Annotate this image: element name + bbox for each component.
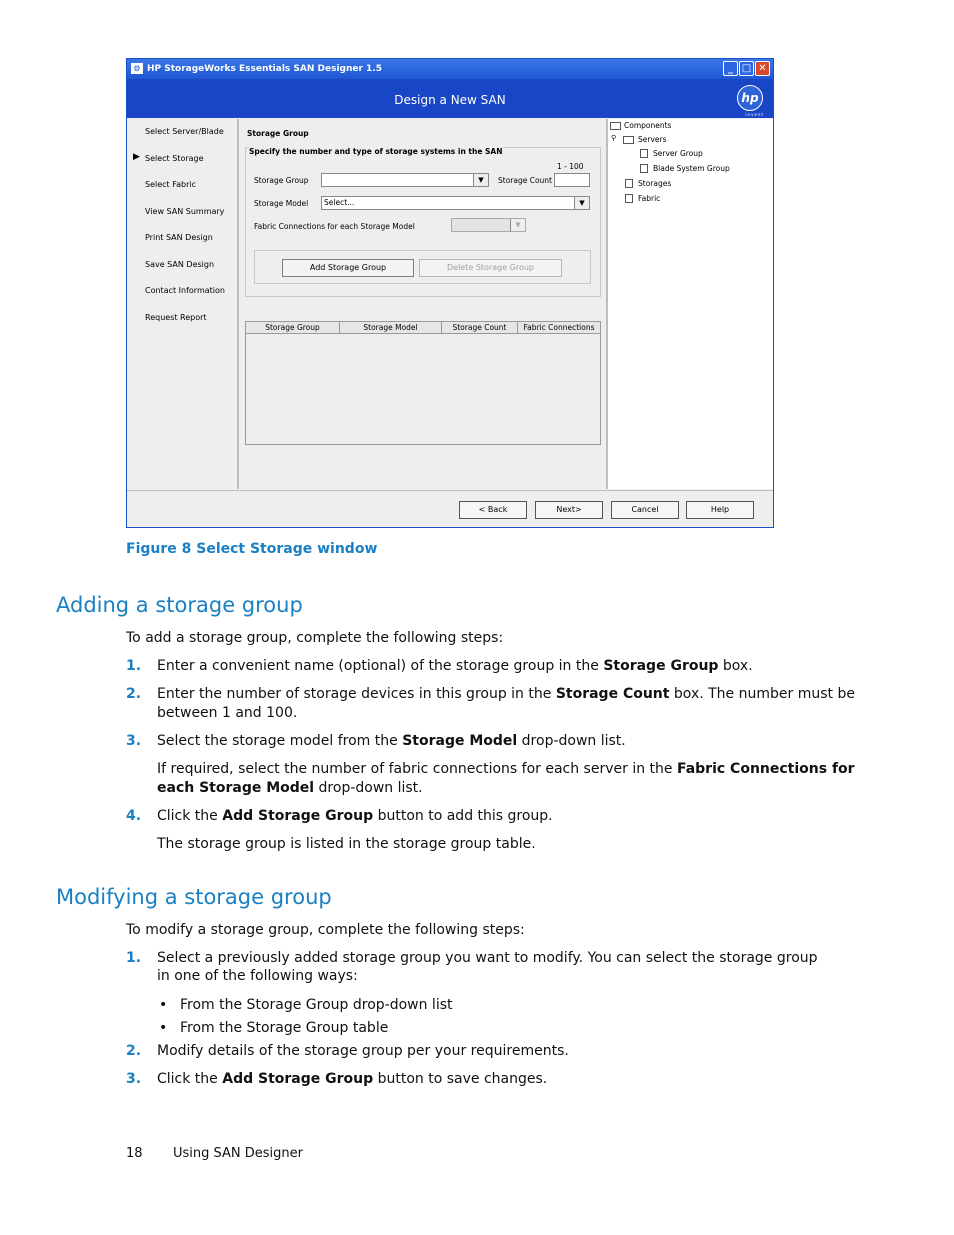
column-header-fabric-connections[interactable]: Fabric Connections: [518, 322, 600, 334]
mod-step2-text: Modify details of the storage group per your requirements.: [157, 1043, 569, 1059]
storage-group-table[interactable]: [245, 321, 601, 445]
app-window: [126, 58, 774, 528]
app-icon: ⚙: [131, 63, 143, 74]
tree-root-components[interactable]: Components: [624, 121, 672, 130]
nav-item-request-report[interactable]: Request Report: [145, 313, 207, 322]
next-button[interactable]: Next>: [535, 501, 603, 519]
back-button[interactable]: < Back: [459, 501, 527, 519]
tree-node-fabric[interactable]: Fabric: [638, 194, 661, 203]
storage-count-input[interactable]: [554, 173, 590, 187]
footer-section-title: Using SAN Designer: [173, 1146, 303, 1161]
column-header-storage-count[interactable]: Storage Count: [442, 322, 518, 334]
bullet-item: From the Storage Group drop-down list: [180, 997, 453, 1013]
nav-item-select-server[interactable]: Select Server/Blade: [145, 127, 224, 136]
fabric-connections-select[interactable]: [451, 218, 526, 232]
nav-item-contact-info[interactable]: Contact Information: [145, 286, 225, 295]
hp-logo-tagline: invent: [745, 112, 764, 117]
nav-item-save-design[interactable]: Save SAN Design: [145, 260, 215, 269]
step-number: 2.: [126, 1043, 142, 1059]
document-icon: [640, 164, 648, 173]
chevron-down-icon[interactable]: ▼: [510, 219, 525, 231]
nav-item-print-design[interactable]: Print SAN Design: [145, 233, 213, 242]
page-number: 18: [126, 1146, 143, 1161]
tree-node-server-group[interactable]: Server Group: [653, 149, 703, 158]
step-number: 3.: [126, 1071, 142, 1087]
step-number: 3.: [126, 733, 142, 749]
step1-text: Enter a convenient name (optional) of the storage group in the Storage Group box.: [157, 658, 753, 674]
mod-step1-text: Select a previously added storage group you want to modify. You can select the storage group: [157, 950, 818, 966]
section-heading-modifying: Modifying a storage group: [56, 885, 332, 909]
hp-logo: hp: [737, 85, 763, 111]
column-header-storage-model[interactable]: Storage Model: [340, 322, 442, 334]
storage-model-select[interactable]: [321, 196, 590, 210]
tree-node-storages[interactable]: Storages: [638, 179, 672, 188]
mod-step1-text-line2: in one of the following ways:: [157, 968, 358, 984]
step3-note-line2: each Storage Model drop-down list.: [157, 780, 423, 796]
current-step-arrow-icon: ▶: [133, 152, 140, 162]
storage-group-combo[interactable]: [321, 173, 489, 187]
chevron-down-icon[interactable]: ▼: [473, 174, 488, 186]
document-icon: [625, 179, 633, 188]
bullet-item: From the Storage Group table: [180, 1020, 389, 1036]
fabric-connections-label: Fabric Connections for each Storage Model: [254, 222, 415, 231]
step-number: 4.: [126, 808, 142, 824]
step2-text-line2: between 1 and 100.: [157, 705, 298, 721]
tree-node-blade-group[interactable]: Blade System Group: [653, 164, 730, 173]
section1-intro: To add a storage group, complete the following steps:: [126, 630, 504, 646]
panel-title: Storage Group: [247, 129, 309, 138]
storage-panel: [239, 119, 608, 489]
step-number: 1.: [126, 658, 142, 674]
folder-icon: [610, 122, 621, 130]
wizard-nav: [129, 119, 239, 489]
step3-text: Select the storage model from the Storage Model drop-down list.: [157, 733, 626, 749]
storage-model-value: Select...: [324, 198, 355, 207]
step4-note: The storage group is listed in the storage group table.: [157, 836, 536, 852]
delete-storage-group-button[interactable]: Delete Storage Group: [419, 259, 562, 277]
add-storage-group-button[interactable]: Add Storage Group: [282, 259, 414, 277]
nav-item-select-storage[interactable]: Select Storage: [145, 154, 204, 163]
figure-caption: Figure 8 Select Storage window: [126, 541, 378, 557]
step-number: 1.: [126, 950, 142, 966]
wizard-header: [127, 79, 773, 118]
components-tree: [608, 119, 773, 489]
step3-note: If required, select the number of fabric connections for each server in the Fabric Connections for: [157, 761, 855, 777]
section-heading-adding: Adding a storage group: [56, 593, 303, 617]
section2-intro: To modify a storage group, complete the following steps:: [126, 922, 525, 938]
storage-count-label: Storage Count: [498, 176, 553, 185]
help-button[interactable]: Help: [686, 501, 754, 519]
window-titlebar: [127, 59, 773, 79]
mod-step3-text: Click the Add Storage Group button to save changes.: [157, 1071, 548, 1087]
range-hint: 1 - 100: [557, 162, 584, 171]
bullet-icon: •: [159, 997, 168, 1013]
nav-item-select-fabric[interactable]: Select Fabric: [145, 180, 196, 189]
tree-node-servers[interactable]: Servers: [638, 135, 667, 144]
step4-text: Click the Add Storage Group button to add this group.: [157, 808, 553, 824]
cancel-button[interactable]: Cancel: [611, 501, 679, 519]
wizard-button-bar: [127, 490, 773, 528]
fieldset-legend: Specify the number and type of storage systems in the SAN: [249, 147, 503, 156]
step2-text: Enter the number of storage devices in this group in the Storage Count box. The number must be: [157, 686, 855, 702]
tree-expand-icon[interactable]: ⚲: [611, 134, 617, 142]
document-icon: [625, 194, 633, 203]
minimize-icon[interactable]: _: [723, 61, 738, 76]
folder-icon: [623, 136, 634, 144]
maximize-icon[interactable]: □: [739, 61, 754, 76]
close-icon[interactable]: ✕: [755, 61, 770, 76]
window-title: HP StorageWorks Essentials SAN Designer 1.5: [147, 64, 382, 74]
nav-item-view-summary[interactable]: View SAN Summary: [145, 207, 225, 216]
chevron-down-icon[interactable]: ▼: [574, 197, 589, 209]
bullet-icon: •: [159, 1020, 168, 1036]
step-number: 2.: [126, 686, 142, 702]
storage-group-label: Storage Group: [254, 176, 309, 185]
header-title: Design a New SAN: [394, 93, 506, 107]
storage-model-label: Storage Model: [254, 199, 309, 208]
column-header-storage-group[interactable]: Storage Group: [246, 322, 340, 334]
document-icon: [640, 149, 648, 158]
